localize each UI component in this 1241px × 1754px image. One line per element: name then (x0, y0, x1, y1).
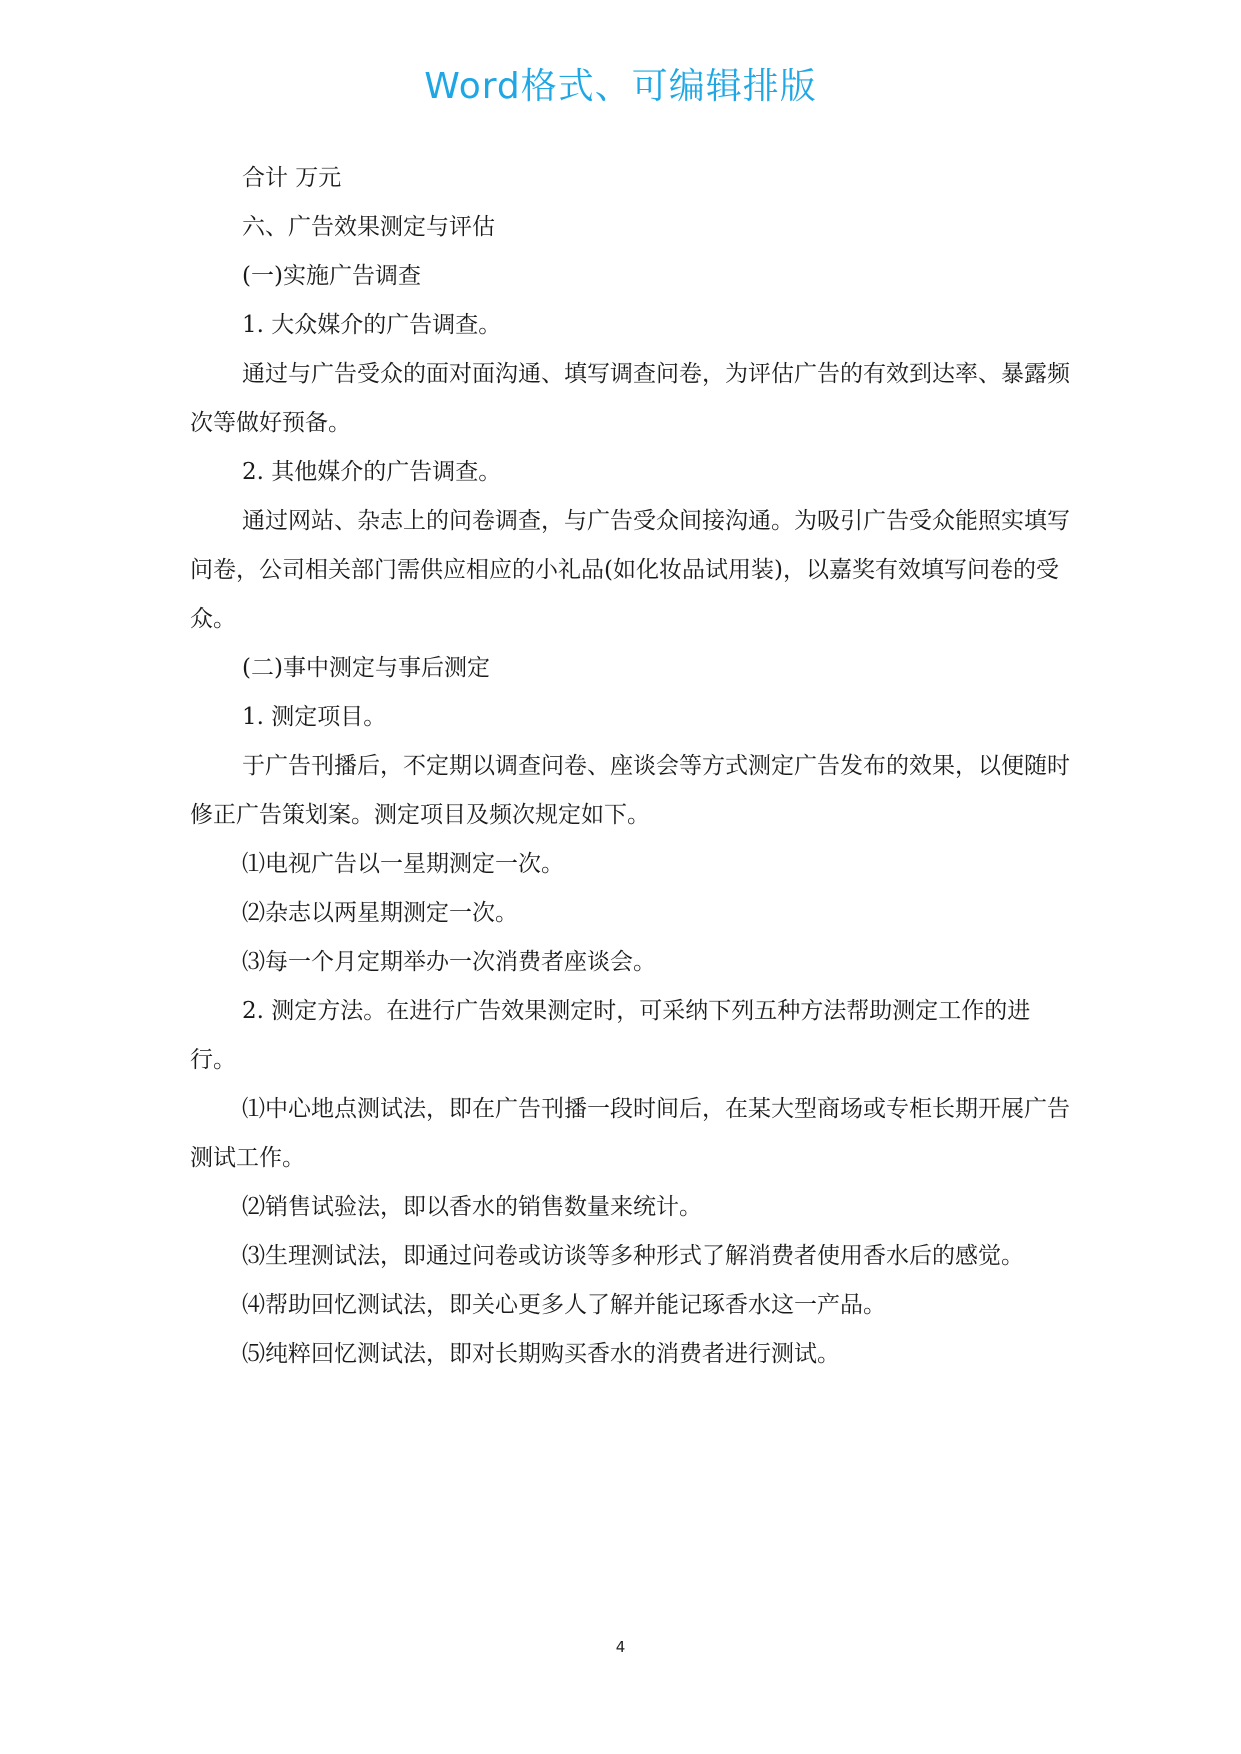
list-heading: 1. 测定项目。 (242, 704, 387, 730)
section-heading: 六、广告效果测定与评估 (242, 214, 495, 240)
list-item: ⑵销售试验法，即以香水的销售数量来统计。 (242, 1194, 702, 1220)
paragraph: 于广告刊播后，不定期以调查问卷、座谈会等方式测定广告发布的效果，以便随时修正广告策划案。测定项目及频次规定如下。 (190, 753, 1070, 828)
list-item: ⑴电视广告以一星期测定一次。 (242, 851, 564, 877)
paragraph: 2. 测定方法。在进行广告效果测定时，可采纳下列五种方法帮助测定工作的进行。 (190, 998, 1031, 1073)
list-item: ⑶每一个月定期举办一次消费者座谈会。 (242, 949, 656, 975)
paragraph: 合计 万元 (242, 165, 342, 191)
paragraph: 通过网站、杂志上的问卷调查，与广告受众间接沟通。为吸引广告受众能照实填写问卷，公司相关部门需供应相应的小礼品(如化妆品试用装)，以嘉奖有效填写问卷的受众。 (190, 508, 1070, 632)
page-number: 4 (615, 1638, 626, 1656)
header-title: Word格式、可编辑排版 (424, 66, 817, 107)
list-item: ⑴中心地点测试法，即在广告刊播一段时间后，在某大型商场或专柜长期开展广告测试工作。 (190, 1096, 1070, 1171)
paragraph: 通过与广告受众的面对面沟通、填写调查问卷，为评估广告的有效到达率、暴露频次等做好预备。 (190, 361, 1070, 436)
subsection-heading: (二)事中测定与事后测定 (242, 655, 490, 681)
list-heading: 1. 大众媒介的广告调查。 (242, 312, 502, 338)
list-heading: 2. 其他媒介的广告调查。 (242, 459, 502, 485)
subsection-heading: (一)实施广告调查 (242, 263, 421, 289)
list-item: ⑶生理测试法，即通过问卷或访谈等多种形式了解消费者使用香水后的感觉。 (242, 1243, 1024, 1269)
document-body (190, 154, 1070, 1379)
list-item: ⑷帮助回忆测试法，即关心更多人了解并能记琢香水这一产品。 (242, 1292, 886, 1318)
list-item: ⑸纯粹回忆测试法，即对长期购买香水的消费者进行测试。 (242, 1341, 840, 1367)
list-item: ⑵杂志以两星期测定一次。 (242, 900, 518, 926)
